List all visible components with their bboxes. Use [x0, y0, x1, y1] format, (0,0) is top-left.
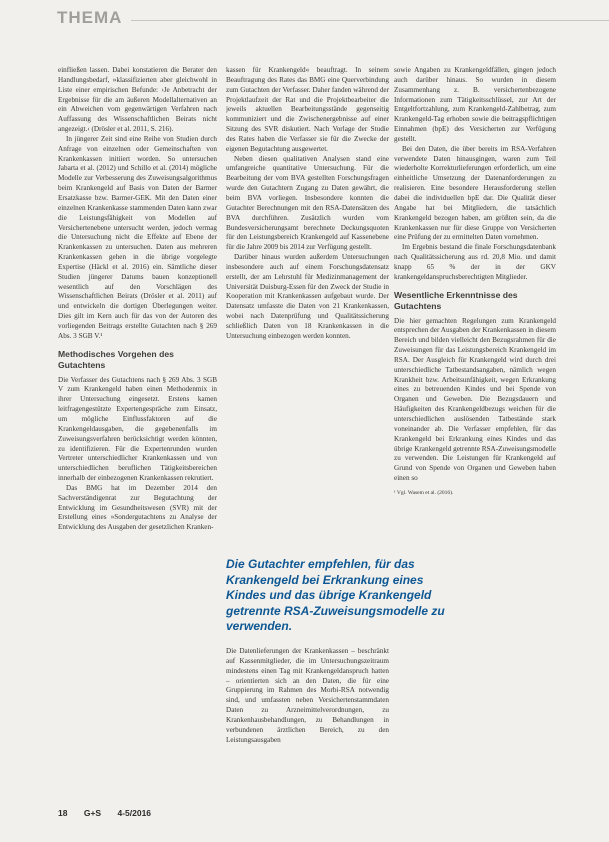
paragraph: Bei den Daten, die über bereits im RSA-Verfahren verwendete Daten hinausgingen, waren zum Teil wiederholte Korrekturlieferungen erforderlich, um eine einheitliche Umsetzung der Datenanforderungen zu realisieren. Eine besondere Herausforderung stellen dabei die individuellen bpE dar. Die Qualität dieser Angabe hat bei Mitgliedern, die tatsächlich Krankengeld bezogen haben, am größten sein, da die Krankenkassen nur für diese Gruppe von Versicherten eine Prüfung der zu ermittelten Daten vornehmen. — [394, 144, 556, 242]
paragraph: einfließen lassen. Dabei konstatieren die Berater den Handlungsbedarf, »klassifizierten aber gleichwohl in Liste einer empirischen Befunde: ›Je Anbetracht der Ergebnisse für die am äußeren Modellalternativen an ein Abweichen vom gegenwärtigen Verfahren nach Auffassung des Wissenschaftlichen Beirats nicht angezeigt.‹ (Drösler et al. 2011, S. 216). — [58, 66, 217, 134]
page-header — [57, 8, 609, 32]
paragraph: Darüber hinaus wurden außerdem Untersuchungen insbesondere auch auf einem Forschungsdatensatz erstellt, der am Lehrstuhl für Medizinmanagement der Universität Duisburg-Essen für den Zweck der Studie in Kooperation mit Krankenkassen aufgebaut wurde. Der Datensatz umfasste die Daten von 21 Krankenkassen, wobei nach Datenprüfung und Qualitätssicherung schließlich Daten von 18 Krankenkassen in die Untersuchung einbezogen werden konnten. — [226, 253, 389, 340]
issue-number: 4-5/2016 — [117, 808, 152, 818]
page-footer — [58, 808, 165, 818]
section-heading: Wesentliche Erkenntnisse des Gutachtens — [394, 289, 518, 311]
section-heading: Methodisches Vorgehen des Gutachtens — [58, 348, 174, 370]
page-number: 18 — [58, 808, 68, 818]
header-rule — [131, 20, 609, 21]
pull-quote: Die Gutachter empfehlen, für das Krankengeld bei Erkrankung eines Kindes und das übrige Krankengeld getrennte RSA-Zuweisungsmodelle zu verwenden. — [226, 555, 462, 639]
paragraph: Die Datenlieferungen der Krankenkassen – beschränkt auf Kassenmitglieder, die im Untersuchungszeitraum mindestens einen Tag mit Krankengeldanspruch hatten – orientierten sich an den Daten, die für eine Gruppierung im Rahmen des Morbi-RSA notwendig sind, und umfassten neben Versichertenstammdaten Daten zu Arzneimittelverordnungen, zu Krankenhausbehandlungen, zu Behandlungen in verbundenen ärztlichen Bereich, zu den Leistungsausgaben — [226, 647, 389, 744]
text-column-1 — [58, 66, 217, 738]
text-column-2 — [226, 66, 389, 544]
paragraph: Die Verfasser des Gutachtens nach § 269 Abs. 3 SGB V zum Krankengeld haben einen Methodenmix in ihrer Untersuchung eingesetzt. Erstens kamen leitfragengestützte Expertengespräche zum Einsatz, um mögliche Einflussfaktoren auf die Krankengeldausgaben, die gegebenenfalls im Zuweisungsverfahren berücksichtigt werden könnten, zu identifizieren. Für die Expertenrunden wurden Vertreter unterschiedlicher Krankenkassen und von unterschiedlichen beruflichen Tätigkeitsbereichen innerhalb der einbezogenen Krankenkassen rekrutiert. — [58, 375, 217, 483]
footnote: ¹ Vgl. Wasem et al. (2016). — [394, 489, 454, 496]
magazine-name: G+S — [83, 808, 102, 818]
paragraph: In jüngerer Zeit sind eine Reihe von Studien durch Anfrage von einzelnen oder Gemeinschaften von Krankenkassen initiiert worden. So untersuchen Jabarta et al. (2012) und Schillo et al. (2014) mögliche Modelle zur Verbesserung des Zuweisungsalgorithmus beim Krankengeld auf Basis von Daten der Barmer Ersatzkasse bzw. Barmer-GEK. Mit den Daten einer einzelnen Krankenkasse stammenden Daten kann zwar die Leistungsfähigkeit von Modellen auf Versichertenebene untersucht werden, jedoch vermag die Untersuchung nicht die Effekte auf Ebene der Krankenkassen zu untersuchen. Daten aus mehreren Krankenkassen gehen in die übrige vorgelegte Expertise (Häckl et al. 2016) ein. Sämtliche dieser Studien jüngerer Datums bauen konzeptionell wesentlich auf den Vorschlägen des Wissenschaftlichen Beirats (Drösler et al. 2011) auf und entwickeln die dortigen Überlegungen weiter. Dies gilt im Kern auch für das von der Autoren des vorliegenden Beitrags erstellte Gutachten nach § 269 Abs. 3 SGB V.¹ — [58, 134, 217, 340]
paragraph: kassen für Krankengeld« beauftragt. In seinem Beauftragung des Rates das BMG eine Querverbindung zum Gutachten der Verfasser. Daher fanden während der Projektlaufzeit der Rat und die Projektbearbeiter die jeweils aktuellen Bearbeitungsstände gegenseitig kommuniziert und die Zwischenergebnisse auf einer Sitzung des SVR diskutiert. Nach Vorlage der Studie des Rates haben die Verfasser sie für die Zwecke der eigenen Begutachtung ausgewertet. — [226, 66, 389, 153]
text-column-2-lower — [226, 647, 389, 795]
paragraph: Im Ergebnis bestand die finale Forschungsdatenbank nach Qualitätssicherung aus rd. 20,8 Mio. und damit knapp 65 % der in der GKV krankengeldanspruchsberechtigten Mitglieder. — [394, 243, 556, 281]
paragraph: Die hier gemachten Regelungen zum Krankengeld entsprechen der Ausgaben der Krankenkassen in diesem Bereich und bilden vielleicht den Bezugsrahmen für die Zuweisungen für das Leistungsbereich Krankengeld im RSA. Der Ausgleich für Krankengeld wird durch drei unterschiedliche Tatbestandsangaben, nämlich wegen Krankheit bzw. Arbeitsunfähigkeit, wegen Erkrankung eines zu betreuenden Kindes und bei Spende von Organen und Geweben. Die Bezugsdauern und Häufigkeiten des Krankengeldbezugs weichen für die unterschiedlichen auslösenden Tatbestände stark voneinander ab. Die Verfasser empfehlen, für das Krankengeld bei Erkrankung eines Kindes und das übrige Krankengeld getrennte RSA-Zuweisungsmodelle zu verwenden. Die Leistungen für Krankengeld auf Grund von Spende von Organen und Geweben haben einen so — [394, 316, 556, 483]
paragraph: Das BMG hat im Dezember 2014 den Sachverständigenrat zur Begutachtung der Entwicklung im Gesundheitswesen (SVR) mit der Erstellung eines »Sondergutachtens zu Analyse der Entwicklung des Ausgaben der gesetzlichen Kranken- — [58, 483, 217, 532]
paragraph: Neben diesen qualitativen Analysen stand eine umfangreiche quantitative Untersuchung. Für die Bearbeitung der vom BVA gestellten Forschungsfragen wurde den Gutachtern Zugang zu Daten gewährt, die beim BVA vorliegen. Insbesondere konnten die Gutachter Berechnungen mit den RSA-Datensätzen des BVA durchführen. Zusätzlich wurden vom Bundesversicherungsamt berechnete Deckungsquoten für den Leistungsbereich Krankengeld auf Kassenebene für die Jahre 2009 bis 2014 zur Verfügung gestellt. — [226, 154, 389, 252]
paragraph: sowie Angaben zu Krankengeldfällen, gingen jedoch auch darüber hinaus. So wurden in diesem Zusammenhang z. B. versichertenbezogene Informationen zum Tätigkeitsschlüssel, zur Art der Entgeltfortzahlung, zum Krankengeld-Zahlbetrag, zum Krankengeld-Tag erhoben sowie die beitragspflichtigen Einnahmen (bpE) des Versicherten zur Verfügung gestellt. — [394, 66, 556, 143]
section-title: THEMA — [57, 8, 123, 27]
